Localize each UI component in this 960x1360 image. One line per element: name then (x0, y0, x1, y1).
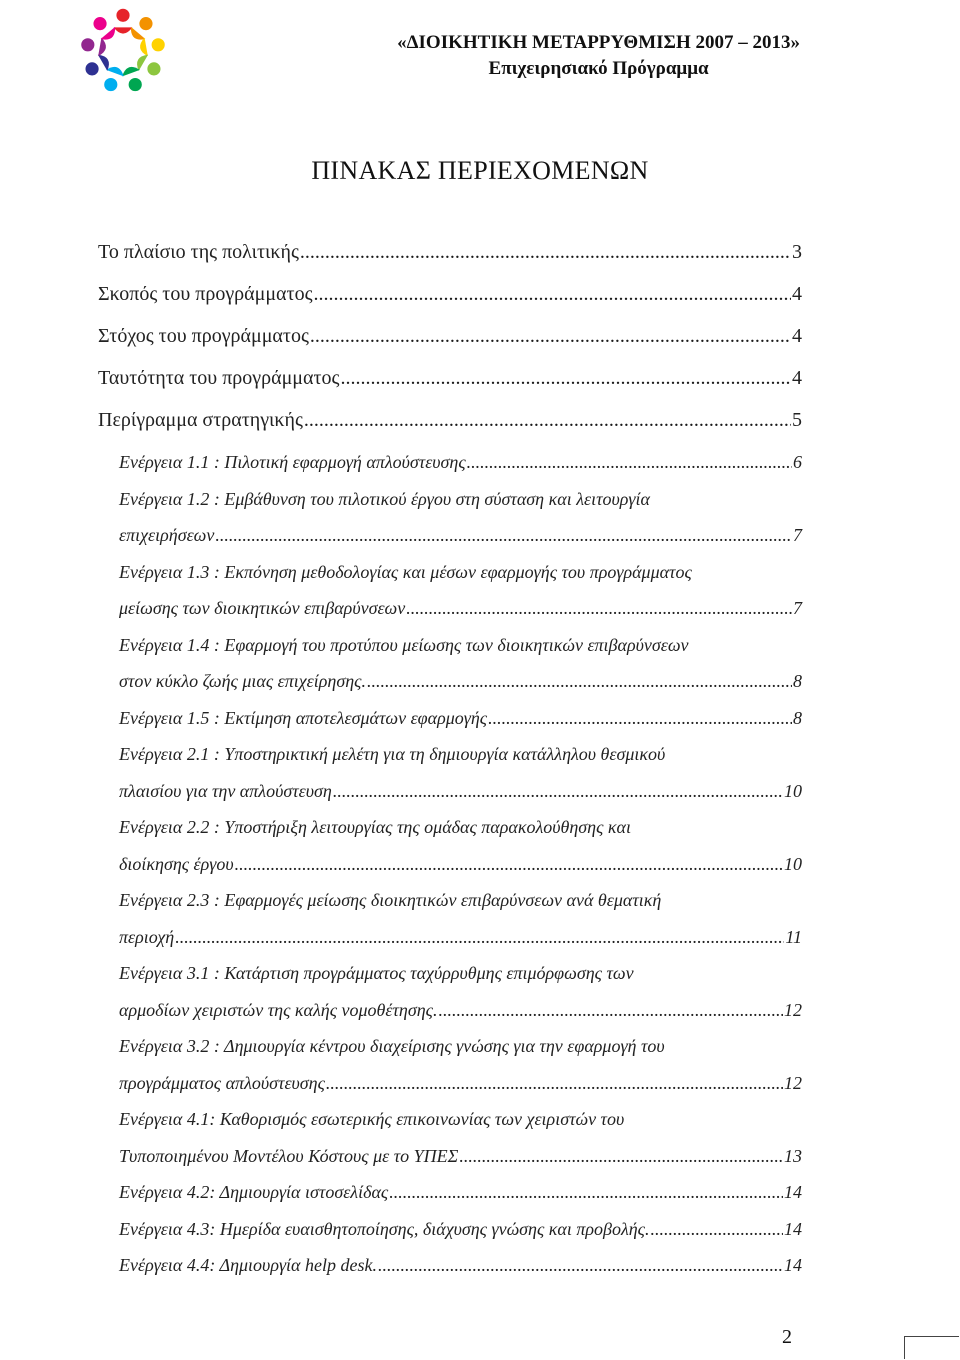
toc-page-number: 7 (793, 598, 802, 618)
toc-page-number: 14 (784, 1182, 802, 1202)
document-header (397, 30, 800, 82)
toc-page-number: 3 (792, 241, 802, 263)
toc-entry-title-line: Ενέργεια 2.3 : Εφαρμογές μείωσης διοικητικών επιβαρύνσεων ανά θεματική (119, 890, 662, 910)
toc-entry-title-line: Ενέργεια 2.2 : Υποστήριξη λειτουργίας της ομάδας παρακολούθησης και (119, 817, 631, 837)
toc-entry-title-line: Ενέργεια 4.1: Καθορισμός εσωτερικής επικοινωνίας των χειριστών του (119, 1109, 625, 1129)
toc-item[interactable] (98, 318, 802, 354)
toc-entry-line[interactable] (119, 1138, 802, 1175)
toc-dot-leader (340, 360, 791, 396)
toc-entry-line[interactable] (98, 402, 802, 438)
toc-dot-leader (406, 590, 792, 627)
logo-figure (137, 55, 160, 76)
toc-item[interactable] (98, 234, 802, 270)
toc-dot-leader (326, 1065, 783, 1102)
toc-dot-leader (378, 1247, 783, 1284)
toc-entry-title: Σκοπός του προγράμματος (98, 283, 313, 305)
toc-entry-line[interactable] (119, 517, 802, 554)
toc-page-number: 4 (792, 283, 802, 305)
toc-entry-title-line: Ενέργεια 1.4 : Εφαρμογή του προτύπου μείωσης των διοικητικών επιβαρύνσεων (119, 634, 689, 655)
toc-entry-line[interactable] (119, 1174, 802, 1211)
toc-action-item[interactable] (98, 481, 802, 554)
toc-page-number: 4 (792, 325, 802, 347)
toc-entry-title-line: Ενέργεια 2.1 : Υποστηρικτική μελέτη για τη δημιουργία κατάλληλου θεσμικού (119, 744, 666, 764)
logo-figure (81, 38, 106, 57)
toc-action-item[interactable] (98, 809, 802, 882)
toc-entry-title: Ενέργεια 1.5 : Εκτίμηση αποτελεσμάτων εφαρμογής (119, 707, 488, 728)
toc-entry-title: Ταυτότητα του προγράμματος (98, 367, 340, 389)
logo-figure (140, 38, 165, 57)
toc-action-item[interactable] (98, 1101, 802, 1174)
toc-page-number: 5 (792, 409, 802, 431)
table-of-contents (98, 234, 802, 1284)
toc-entry-title: στον κύκλο ζωής μιας επιχείρησης. (119, 671, 366, 691)
toc-dot-leader (650, 1211, 783, 1248)
toc-entry-line[interactable] (119, 1065, 802, 1102)
toc-entry-title: Ενέργεια 4.2: Δημιουργία ιστοσελίδας (119, 1182, 389, 1202)
toc-page-number: 8 (793, 671, 802, 691)
toc-entry-title: Περίγραμμα στρατηγικής (98, 409, 303, 431)
logo-figure (93, 17, 115, 40)
toc-action-item[interactable] (98, 1247, 802, 1284)
toc-page-number: 11 (785, 926, 802, 947)
toc-entry-title: επιχειρήσεων (119, 525, 215, 545)
toc-entry-line[interactable] (98, 318, 802, 354)
header-program-title: «ΔΙΟΙΚΗΤΙΚΗ ΜΕΤΑΡΡΥΘΜΙΣΗ 2007 – 2013» (397, 32, 800, 53)
toc-dot-leader (310, 318, 791, 354)
toc-entry-title: προγράμματος απλούστευσης (119, 1072, 325, 1093)
header-program-subtitle: Επιχειρησιακό Πρόγραμμα (488, 58, 709, 79)
toc-dot-leader (467, 444, 792, 481)
toc-entry-line[interactable] (119, 992, 802, 1029)
people-circle-logo-icon (76, 4, 170, 98)
toc-dot-leader (459, 1138, 783, 1175)
toc-entry-title: μείωσης των διοικητικών επιβαρύνσεων (119, 598, 406, 618)
toc-dot-leader (333, 773, 783, 810)
toc-entry-line[interactable] (119, 663, 802, 700)
toc-entry-title-line: Ενέργεια 3.1 : Κατάρτιση προγράμματος ταχύρρυθμης επιμόρφωσης των (119, 963, 634, 983)
toc-page-number: 14 (784, 1255, 802, 1275)
toc-entry-title: αρμοδίων χειριστών της καλής νομοθέτησης. (119, 999, 438, 1020)
toc-action-item[interactable] (98, 1028, 802, 1101)
toc-entry-title: Ενέργεια 1.1 : Πιλοτική εφαρμογή απλούστευσης (119, 452, 466, 472)
toc-entry-line[interactable] (98, 360, 802, 396)
toc-entry-line[interactable] (119, 590, 802, 627)
toc-page-number: 8 (793, 707, 802, 728)
toc-entry-line[interactable] (119, 444, 802, 481)
toc-action-item[interactable] (98, 882, 802, 955)
toc-page-number: 7 (793, 525, 802, 545)
toc-entry-title: Στόχος του προγράμματος (98, 325, 309, 347)
toc-action-item[interactable] (98, 554, 802, 627)
toc-action-item[interactable] (98, 1211, 802, 1248)
toc-entry-title: Ενέργεια 4.3: Ημερίδα ευαισθητοποίησης, διάχυσης γνώσης και προβολής. (119, 1218, 650, 1239)
toc-entry-line[interactable] (119, 1211, 802, 1248)
toc-entry-title: διοίκησης έργου (119, 853, 234, 874)
toc-dot-leader (488, 700, 792, 737)
toc-entry-line[interactable] (119, 846, 802, 883)
logo-figure (85, 55, 108, 76)
toc-dot-leader (367, 663, 792, 700)
toc-entry-title-line: Ενέργεια 1.2 : Εμβάθυνση του πιλοτικού έργου στη σύσταση και λειτουργία (119, 488, 650, 509)
toc-action-item[interactable] (98, 627, 802, 700)
toc-dot-leader (175, 919, 784, 956)
toc-entry-title-line: Ενέργεια 1.3 : Εκπόνηση μεθοδολογίας και μέσων εφαρμογής του προγράμματος (119, 561, 692, 582)
toc-entry-line[interactable] (98, 234, 802, 270)
toc-action-item[interactable] (98, 444, 802, 481)
toc-page-number: 4 (792, 367, 802, 389)
toc-item[interactable] (98, 276, 802, 312)
page-number: 2 (782, 1326, 792, 1348)
toc-dot-leader (235, 846, 783, 883)
toc-entry-title: περιοχή (119, 926, 175, 947)
toc-entry-line[interactable] (119, 773, 802, 810)
toc-page-number: 12 (784, 999, 802, 1020)
toc-entry-title: Τυποποιημένου Μοντέλου Κόστους με το ΥΠΕΣ (119, 1145, 459, 1166)
toc-action-item[interactable] (98, 736, 802, 809)
toc-dot-leader (389, 1174, 783, 1211)
toc-dot-leader (314, 276, 792, 312)
toc-entry-line[interactable] (119, 919, 802, 956)
toc-dot-leader (215, 517, 792, 554)
toc-page-number: 10 (784, 780, 802, 801)
toc-page-number: 10 (784, 853, 802, 874)
toc-entry-line[interactable] (119, 700, 802, 737)
toc-entry-title: Ενέργεια 4.4: Δημιουργία help desk. (119, 1255, 377, 1275)
toc-entry-title: Το πλαίσιο της πολιτικής (98, 241, 299, 263)
toc-action-item[interactable] (98, 700, 802, 737)
toc-dot-leader (304, 402, 791, 438)
toc-page-number: 13 (784, 1145, 802, 1166)
toc-entry-title-line: Ενέργεια 3.2 : Δημιουργία κέντρου διαχείρισης γνώσης για την εφαρμογή του (119, 1036, 665, 1056)
toc-entry-title: πλαισίου για την απλούστευση (119, 780, 332, 801)
toc-item[interactable] (98, 360, 802, 396)
toc-action-item[interactable] (98, 1174, 802, 1211)
page-title: ΠΙΝΑΚΑΣ ΠΕΡΙΕΧΟΜΕΝΩΝ (311, 156, 649, 185)
toc-entry-line[interactable] (119, 1247, 802, 1284)
toc-entry-line[interactable] (98, 276, 802, 312)
toc-item[interactable] (98, 402, 802, 438)
toc-action-item[interactable] (98, 955, 802, 1028)
logo-figure (131, 17, 153, 40)
toc-page-number: 12 (784, 1072, 802, 1093)
toc-page-number: 14 (784, 1218, 802, 1239)
toc-dot-leader (300, 234, 791, 270)
page-corner-mark (904, 1336, 959, 1359)
toc-page-number: 6 (793, 452, 802, 472)
toc-dot-leader (438, 992, 783, 1029)
logo-figure (114, 9, 133, 34)
